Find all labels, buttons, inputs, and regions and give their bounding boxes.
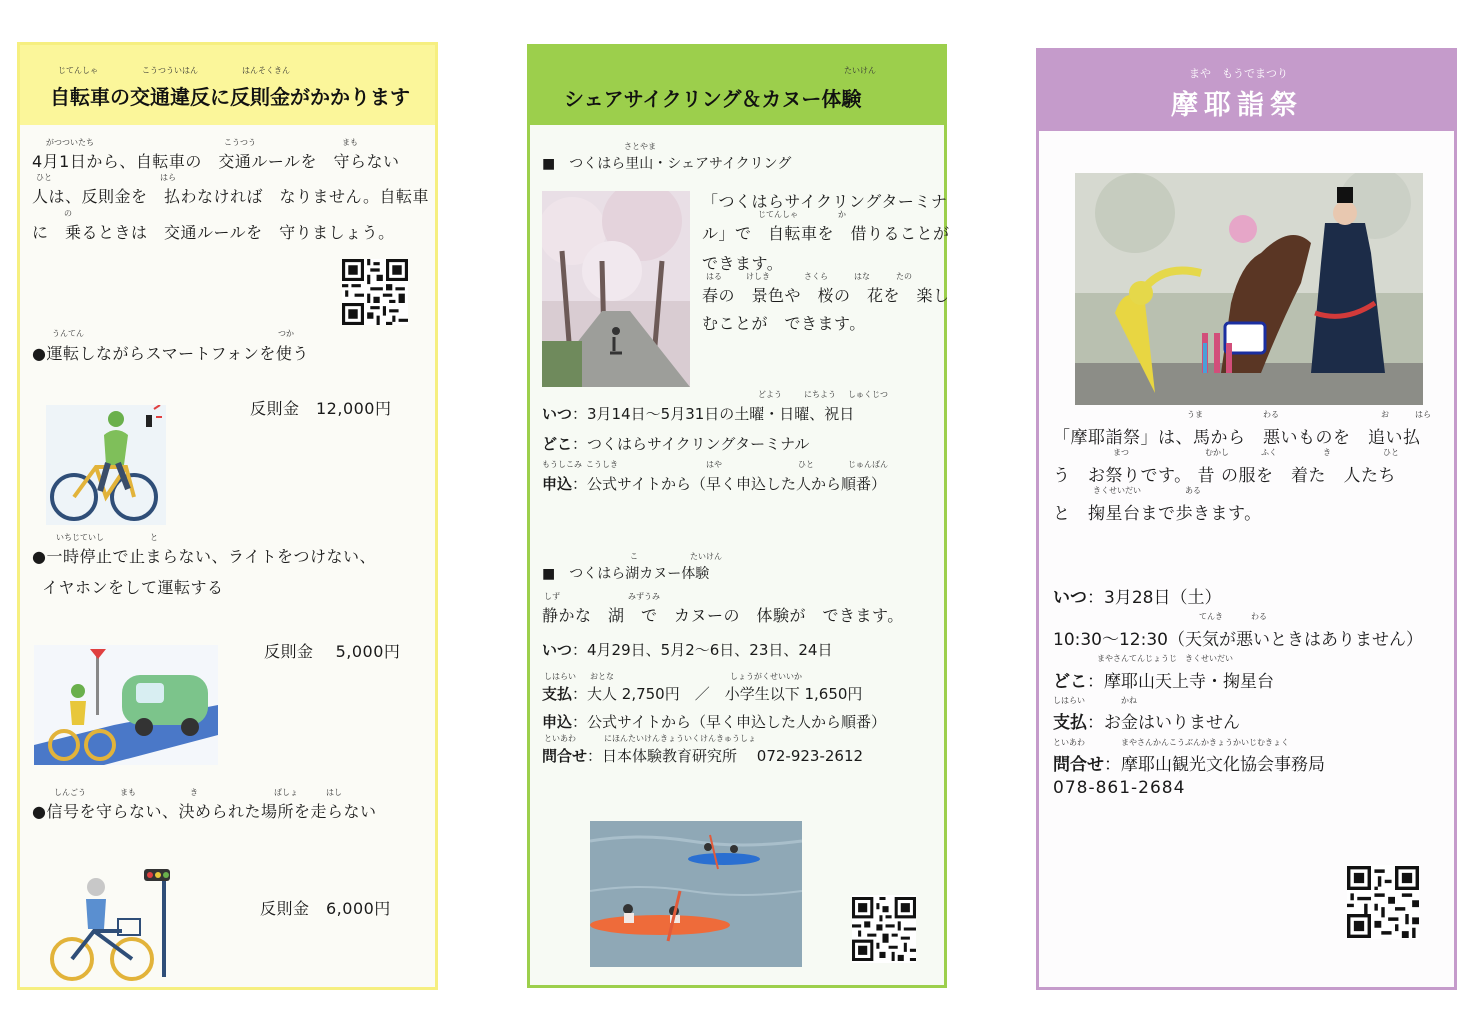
ruby: こうつういはん (142, 66, 198, 75)
violation-item: ●信号を守らない、決められた場所を走らない (32, 802, 377, 821)
ruby: おとな (590, 672, 614, 681)
ruby: しょうがくせいいか (730, 672, 802, 681)
violation-item: ●運転しながらスマートフォンを使う (32, 344, 309, 363)
ruby: はる (706, 272, 722, 281)
ruby: ひと (36, 173, 52, 182)
ruby: まや もうでまつり (1189, 67, 1288, 80)
ruby: しはらい (544, 672, 576, 681)
traffic-signal-cyclist-icon (46, 861, 176, 983)
panel-title: 自転車の交通違反に反則金がかかります (50, 85, 410, 109)
violation-item: ●一時停止で止まらない、ライトをつけない、 (32, 547, 376, 566)
info-apply: 申込：公式サイトから（早く申込した人から順番） (542, 713, 886, 731)
info-time: 10:30～12:30（天気が悪いときはありません） (1053, 630, 1423, 650)
smartphone-cyclist-icon (46, 405, 166, 525)
ruby: じてんしゃ (58, 66, 98, 75)
ruby: と (150, 533, 158, 542)
info-when: いつ：3月14日～5月31日の土曜・日曜、祝日 (542, 405, 855, 423)
ruby: はし (326, 788, 342, 797)
qr-code-icon[interactable] (342, 259, 408, 325)
info-contact: 問合せ：摩耶山観光文化協会事務局 (1053, 755, 1325, 775)
ruby: いちじていし (56, 533, 104, 542)
ruby: といあわ (544, 734, 576, 743)
panel-title: 摩耶詣祭 (1171, 90, 1303, 121)
ruby: もうしこみ (542, 460, 582, 469)
stop-sign-car-cyclist-icon (34, 645, 218, 765)
ruby: むかし (1205, 448, 1229, 457)
ruby: ある (1185, 486, 1201, 495)
ruby: こ (630, 552, 638, 561)
fine-amount: 反則金 12,000円 (250, 399, 392, 418)
traffic-fine-panel (17, 42, 438, 990)
ruby: うんてん (52, 329, 84, 338)
ruby: ひと (1383, 448, 1399, 457)
info-when: いつ：3月28日（土） (1053, 588, 1222, 608)
body-line: 「つくはらサイクリングターミナ (702, 192, 948, 211)
body-line: 「摩耶詣祭」は、馬から 悪いものを 追い払 (1053, 428, 1421, 448)
ruby: ばしょ (274, 788, 298, 797)
ruby: しゅくじつ (848, 390, 888, 399)
ruby: こうつう (224, 138, 256, 147)
ruby: しはらい (1053, 696, 1085, 705)
body-line: ル」で 自転車を 借りることが (702, 224, 950, 243)
body-line: 春の 景色や 桜の 花を 楽し (702, 286, 950, 305)
section-heading: ■ つくはら湖カヌー体験 (542, 566, 710, 582)
ruby: はら (1415, 410, 1431, 419)
ruby: つか (278, 329, 294, 338)
body-line: う お祭りです。 昔 の服を 着た 人たち (1053, 466, 1396, 486)
ruby: かね (1121, 696, 1137, 705)
ruby: はや (706, 460, 722, 469)
intro-line: 4月1日から、自転車の 交通ルールを 守らない (32, 152, 400, 171)
ruby: どよう (758, 390, 782, 399)
ruby: わる (1251, 612, 1267, 621)
info-when: いつ：4月29日、5月2～6日、23日、24日 (542, 641, 833, 659)
ruby: お (1381, 410, 1389, 419)
body-line: できます。 (702, 254, 784, 273)
ruby: き (190, 788, 198, 797)
body-line: むことが できます。 (702, 314, 866, 333)
fine-amount: 反則金 5,000円 (264, 642, 401, 661)
ruby: てんき (1199, 612, 1223, 621)
ruby: たの (896, 272, 912, 281)
ruby: にちよう (804, 390, 836, 399)
body-line: 静かな 湖 で カヌーの 体験が できます。 (542, 606, 904, 625)
ruby: きくせいだい (1093, 486, 1141, 495)
ruby: の (64, 209, 72, 218)
body-line: と 掬星台まで歩きます。 (1053, 504, 1262, 524)
ruby: たいけん (844, 66, 876, 75)
ruby: わる (1263, 410, 1279, 419)
ruby: まやさんかんこうぶんかきょうかいじむきょく (1121, 738, 1289, 747)
ruby: にほんたいけんきょういくけんきゅうしょ (604, 734, 756, 743)
panel-title: シェアサイクリング＆カヌー体験 (564, 87, 862, 111)
cycling-canoe-panel (527, 44, 950, 988)
ruby: しんごう (54, 788, 86, 797)
maya-festival-horse-photo (1075, 173, 1423, 405)
ruby: まも (342, 138, 358, 147)
ruby: じゅんばん (848, 460, 888, 469)
canoe-lake-photo (590, 821, 802, 967)
ruby: うま (1187, 410, 1203, 419)
ruby: か (838, 210, 846, 219)
ruby: ひと (798, 460, 814, 469)
ruby: さとやま (624, 142, 656, 151)
phone-number: 078-861-2684 (1053, 778, 1186, 798)
fine-amount: 反則金 6,000円 (260, 899, 391, 918)
ruby: こうしき (586, 460, 618, 469)
maya-festival-panel (1036, 48, 1457, 990)
ruby: まつ (1113, 448, 1129, 457)
ruby: さくら (804, 272, 828, 281)
ruby: まやさんてんじょうじ きくせいだい (1097, 654, 1233, 663)
ruby: がつついたち (46, 138, 94, 147)
ruby: まも (120, 788, 136, 797)
info-pay: 支払：大人 2,750円 ／ 小学生以下 1,650円 (542, 685, 863, 703)
violation-item: イヤホンをして運転する (42, 578, 224, 597)
ruby: はんそくきん (242, 66, 290, 75)
intro-line: 人は、反則金を 払わなければ なりません。自転車 (32, 187, 429, 206)
ruby: たいけん (690, 552, 722, 561)
cherry-blossom-cycling-photo (542, 191, 690, 387)
ruby: みずうみ (628, 592, 660, 601)
ruby: き (1323, 448, 1331, 457)
ruby: ふく (1261, 448, 1277, 457)
info-where: どこ：摩耶山天上寺・掬星台 (1053, 672, 1274, 692)
info-apply: 申込：公式サイトから（早く申込した人から順番） (542, 475, 886, 493)
ruby: しず (544, 592, 560, 601)
ruby: はな (854, 272, 870, 281)
intro-line: に 乗るときは 交通ルールを 守りましょう。 (32, 223, 395, 242)
ruby: はら (160, 173, 176, 182)
info-where: どこ：つくはらサイクリングターミナル (542, 435, 810, 453)
info-pay: 支払：お金はいりません (1053, 713, 1240, 733)
info-contact: 問合せ：日本体験教育研究所 072-923-2612 (542, 747, 864, 765)
qr-code-icon[interactable] (852, 895, 916, 963)
ruby: けしき (746, 272, 770, 281)
section-heading: ■ つくはら里山・シェアサイクリング (542, 156, 792, 172)
ruby: といあわ (1053, 738, 1085, 747)
qr-code-icon[interactable] (1347, 865, 1419, 939)
ruby: じてんしゃ (758, 210, 798, 219)
